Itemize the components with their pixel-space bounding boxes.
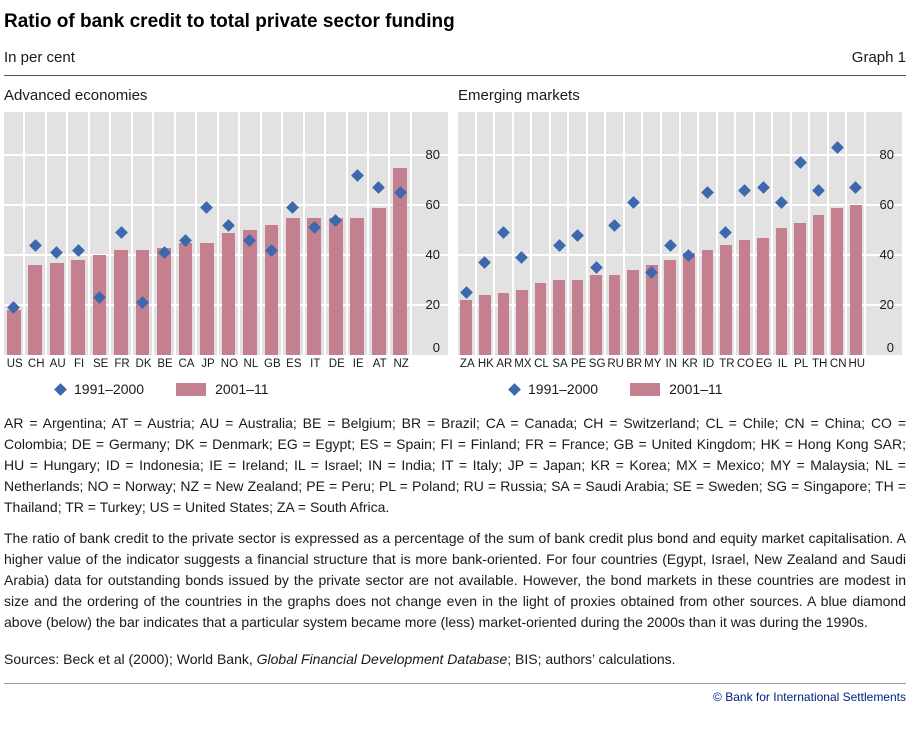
diamond-IE	[351, 169, 364, 182]
header-divider	[4, 75, 906, 76]
x-label-DE: DE	[328, 358, 345, 370]
x-axis-advanced	[4, 358, 412, 371]
column-US	[4, 112, 25, 355]
x-label-DK: DK	[135, 358, 152, 370]
bar-EG	[757, 238, 769, 356]
panel-title-advanced: Advanced economies	[4, 87, 148, 104]
column-EG	[755, 112, 774, 355]
column-SA	[551, 112, 570, 355]
column-SE	[90, 112, 111, 355]
diamond-marker-icon	[508, 383, 521, 396]
bar-FR	[114, 250, 128, 355]
bar-BE	[157, 248, 171, 356]
y-tick-80: 80	[879, 147, 894, 162]
units-label: In per cent	[4, 49, 75, 66]
x-label-CA: CA	[178, 358, 195, 370]
column-TH	[810, 112, 829, 355]
column-GB	[262, 112, 283, 355]
column-PL	[792, 112, 811, 355]
footer-divider	[4, 683, 906, 684]
x-label-KR: KR	[681, 358, 698, 370]
x-label-TH: TH	[811, 358, 828, 370]
bar-swatch-icon	[630, 383, 660, 396]
legend-advanced	[56, 381, 448, 397]
x-label-IT: IT	[310, 358, 321, 370]
bar-TH	[813, 215, 825, 355]
column-KR	[681, 112, 700, 355]
chart-advanced-economies	[4, 112, 448, 355]
column-AR	[495, 112, 514, 355]
column-IN	[662, 112, 681, 355]
diamond-IL	[775, 196, 788, 209]
column-CL	[532, 112, 551, 355]
column-NO	[219, 112, 240, 355]
column-RU	[606, 112, 625, 355]
y-tick-40: 40	[425, 247, 440, 262]
diamond-IN	[664, 239, 677, 252]
legend-bar-label: 2001–11	[669, 381, 723, 397]
column-FR	[111, 112, 132, 355]
legend-item-diamond	[510, 381, 598, 397]
bar-IE	[350, 218, 364, 356]
bar-CA	[179, 243, 193, 356]
legend-diamond-label: 1991–2000	[74, 381, 145, 397]
bar-FI	[71, 260, 85, 355]
y-tick-0: 0	[432, 340, 440, 355]
x-label-RU: RU	[607, 358, 624, 370]
bar-CL	[535, 283, 547, 356]
diamond-MX	[516, 251, 529, 264]
bar-ZA	[460, 300, 472, 355]
bar-CH	[28, 265, 42, 355]
bar-NO	[222, 233, 236, 356]
x-label-GB: GB	[264, 358, 281, 370]
sources-suffix: ; BIS; authors’ calculations.	[507, 651, 676, 667]
bar-IL	[776, 228, 788, 356]
x-label-TR: TR	[719, 358, 735, 370]
column-AU	[47, 112, 68, 355]
bar-IT	[307, 218, 321, 356]
column-HU	[847, 112, 866, 355]
x-label-AU: AU	[49, 358, 66, 370]
y-tick-80: 80	[425, 147, 440, 162]
chart-emerging-markets	[458, 112, 902, 355]
column-DE	[326, 112, 347, 355]
x-label-NL: NL	[243, 358, 259, 370]
legend-bar-label: 2001–11	[215, 381, 269, 397]
legend-diamond-label: 1991–2000	[528, 381, 599, 397]
diamond-FR	[115, 226, 128, 239]
column-BE	[154, 112, 175, 355]
charts-row	[4, 84, 906, 397]
column-FI	[68, 112, 89, 355]
column-PE	[569, 112, 588, 355]
diamond-CO	[738, 184, 751, 197]
x-label-IL: IL	[777, 358, 788, 370]
x-label-CH: CH	[27, 358, 45, 370]
column-AT	[369, 112, 390, 355]
x-label-MX: MX	[514, 358, 532, 370]
bar-RU	[609, 275, 621, 355]
methodology-note: The ratio of bank credit to the private sector is expressed as a percentage of the sum of bank credit plus bond and equity market capitalisation. A higher value of the indicator suggests a financial structure that is more bank-oriented. For four countries (Egypt, Israel, New Zealand and Saudi Arabia) data for outstanding bonds issued by the private sector are not available. However, the bond markets in these countries are modest in size and the ordering of the countries in the graphs does not change even in the light of proxies obtained from other sources. A blue diamond above (below) the bar indicates that a particular system became more (less) market-oriented during the 2000s than it was during the 1990s.	[4, 530, 906, 630]
x-label-ZA: ZA	[459, 358, 475, 370]
x-label-AT: AT	[372, 358, 387, 370]
column-BR	[625, 112, 644, 355]
x-label-US: US	[6, 358, 23, 370]
column-MY	[643, 112, 662, 355]
diamond-AT	[372, 181, 385, 194]
x-label-CN: CN	[829, 358, 847, 370]
diamond-EG	[757, 181, 770, 194]
bar-TR	[720, 245, 732, 355]
sources-italic-title: Global Financial Development Database	[256, 651, 508, 667]
graph-number-label: Graph 1	[851, 49, 906, 66]
x-label-HU: HU	[848, 358, 866, 370]
diamond-TR	[720, 226, 733, 239]
diamond-TH	[812, 184, 825, 197]
x-label-FI: FI	[74, 358, 85, 370]
x-label-IN: IN	[665, 358, 678, 370]
bar-PE	[572, 280, 584, 355]
copyright-line: © Bank for International Settlements	[713, 690, 906, 704]
x-label-FR: FR	[114, 358, 130, 370]
bar-DE	[329, 218, 343, 356]
legend-emerging	[510, 381, 902, 397]
x-label-EG: EG	[755, 358, 773, 370]
sources-line	[4, 649, 906, 669]
bar-SA	[553, 280, 565, 355]
y-tick-60: 60	[425, 197, 440, 212]
bar-AT	[372, 208, 386, 356]
diamond-FI	[72, 244, 85, 257]
column-IT	[305, 112, 326, 355]
bar-ID	[702, 250, 714, 355]
x-label-CL: CL	[534, 358, 549, 370]
x-label-SA: SA	[552, 358, 568, 370]
panel-emerging-markets	[458, 84, 902, 397]
bar-swatch-icon	[176, 383, 206, 396]
x-label-IE: IE	[352, 358, 364, 370]
column-TR	[718, 112, 737, 355]
x-label-BE: BE	[157, 358, 173, 370]
column-DK	[133, 112, 154, 355]
column-JP	[197, 112, 218, 355]
column-CA	[176, 112, 197, 355]
x-label-SE: SE	[92, 358, 109, 370]
diamond-PL	[794, 156, 807, 169]
bar-SG	[590, 275, 602, 355]
diamond-ES	[286, 201, 299, 214]
diamond-ID	[701, 186, 714, 199]
column-ID	[699, 112, 718, 355]
diamond-ZA	[460, 286, 473, 299]
column-ES	[283, 112, 304, 355]
bar-CN	[831, 208, 843, 356]
bar-BR	[627, 270, 639, 355]
bar-PL	[794, 223, 806, 356]
column-CH	[25, 112, 46, 355]
diamond-CN	[831, 141, 844, 154]
bar-KR	[683, 253, 695, 356]
page-title: Ratio of bank credit to total private sector funding	[4, 11, 455, 32]
x-label-NO: NO	[220, 358, 239, 370]
bar-CO	[739, 240, 751, 355]
panel-title-emerging: Emerging markets	[458, 87, 580, 104]
bar-IN	[664, 260, 676, 355]
diamond-NO	[222, 219, 235, 232]
x-label-CO: CO	[736, 358, 755, 370]
panel-advanced-economies	[4, 84, 448, 397]
y-tick-60: 60	[879, 197, 894, 212]
diamond-SA	[553, 239, 566, 252]
column-NL	[240, 112, 261, 355]
bar-AU	[50, 263, 64, 356]
diamond-SG	[590, 261, 603, 274]
x-label-BR: BR	[626, 358, 643, 370]
x-axis-emerging	[458, 358, 866, 371]
column-IE	[348, 112, 369, 355]
sources-prefix: Sources: Beck et al (2000); World Bank,	[4, 651, 257, 667]
x-label-HK: HK	[477, 358, 494, 370]
legend-item-diamond	[56, 381, 144, 397]
bar-AR	[498, 293, 510, 356]
abbreviations-note: AR = Argentina; AT = Austria; AU = Australia; BE = Belgium; BR = Brazil; CA = Canada; CH = Switzerland; CL = Chile; CN = China; CO = Colombia; DE = Germany; DK = Denmark; EG = Egypt; ES = Spain; FI = Finland; FR = France; GB = United Kingdom; HK = Hong Kong SAR; HU = Hungary; ID = Indonesia; IE = Ireland; IL = Israel; IN = India; IT = Italy; JP = Japan; KR = Korea; MX = Mexico; MY = Malaysia; NL = Netherlands; NO = Norway; NZ = New Zealand; PE = Peru; PL = Poland; RU = Russia; SA = Saudi Arabia; SE = Sweden; SG = Singapore; TH = Thailand; TR = Turkey; US = United States; ZA = South Africa.	[4, 415, 906, 515]
x-label-PL: PL	[794, 358, 809, 370]
y-tick-20: 20	[425, 297, 440, 312]
diamond-BR	[627, 196, 640, 209]
column-HK	[477, 112, 496, 355]
x-label-PE: PE	[570, 358, 587, 370]
diamond-RU	[608, 219, 621, 232]
plot-columns	[4, 112, 412, 355]
legend-item-bar	[630, 381, 722, 397]
column-NZ	[390, 112, 411, 355]
y-tick-40: 40	[879, 247, 894, 262]
bar-SE	[93, 255, 107, 355]
bar-MX	[516, 290, 528, 355]
x-label-ES: ES	[286, 358, 302, 370]
subtitle-row	[4, 48, 906, 67]
column-SG	[588, 112, 607, 355]
bar-HU	[850, 205, 862, 355]
plot-columns	[458, 112, 866, 355]
notes-block	[4, 413, 906, 633]
x-label-ID: ID	[702, 358, 715, 370]
diamond-HU	[849, 181, 862, 194]
x-label-AR: AR	[496, 358, 513, 370]
bar-US	[7, 310, 21, 355]
bar-HK	[479, 295, 491, 355]
y-tick-20: 20	[879, 297, 894, 312]
bar-ES	[286, 218, 300, 356]
x-label-JP: JP	[201, 358, 215, 370]
bar-JP	[200, 243, 214, 356]
column-MX	[514, 112, 533, 355]
x-label-NZ: NZ	[393, 358, 409, 370]
column-ZA	[458, 112, 477, 355]
diamond-CH	[29, 239, 42, 252]
diamond-AR	[497, 226, 510, 239]
column-IL	[773, 112, 792, 355]
diamond-marker-icon	[54, 383, 67, 396]
y-tick-0: 0	[886, 340, 894, 355]
diamond-JP	[201, 201, 214, 214]
diamond-AU	[50, 246, 63, 259]
diamond-PE	[571, 229, 584, 242]
x-label-MY: MY	[644, 358, 662, 370]
legend-item-bar	[176, 381, 268, 397]
bar-NL	[243, 230, 257, 355]
x-label-SG: SG	[588, 358, 606, 370]
column-CN	[829, 112, 848, 355]
diamond-HK	[478, 256, 491, 269]
column-CO	[736, 112, 755, 355]
